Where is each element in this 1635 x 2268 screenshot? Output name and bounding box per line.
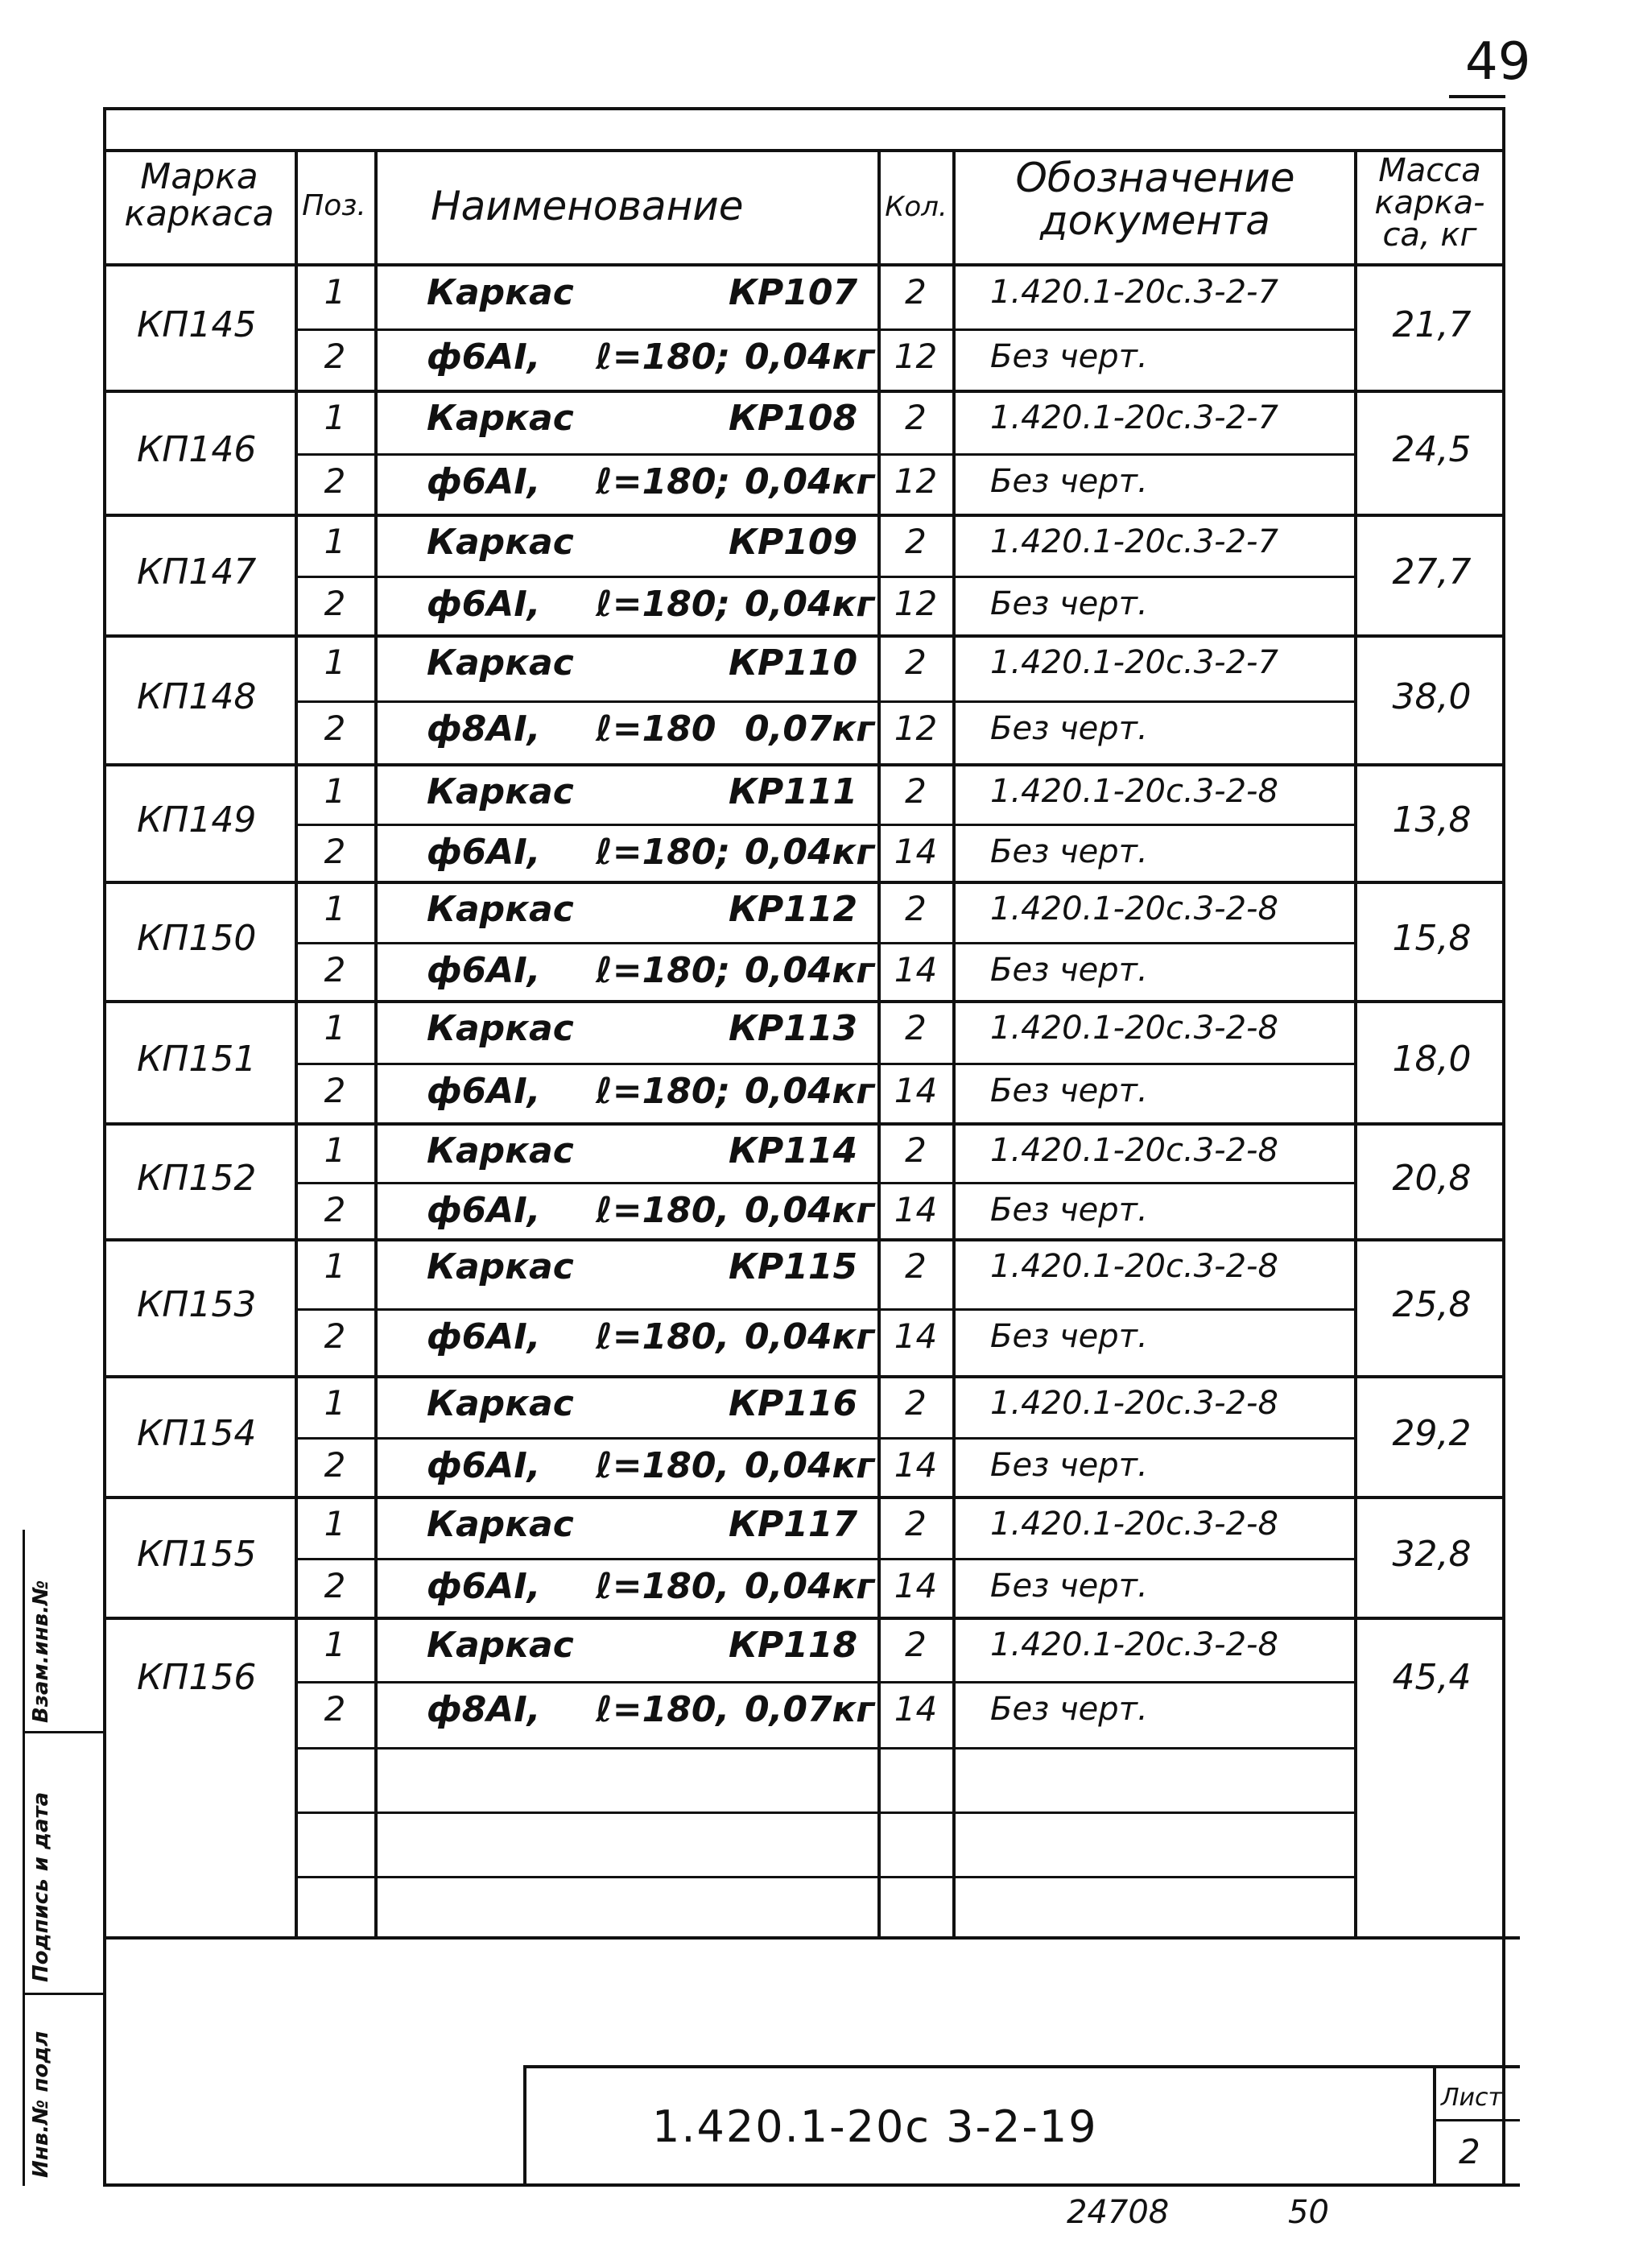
- header-bottom-line: [103, 263, 1504, 266]
- frame-mark: КП147: [137, 552, 257, 593]
- document-designation: Без черт.: [990, 710, 1148, 747]
- item-name: Каркас: [427, 1246, 574, 1287]
- quantity: 2: [905, 1504, 927, 1543]
- item-length: ℓ=180;: [596, 337, 731, 378]
- position-number: 1: [324, 1383, 346, 1423]
- position-number: 2: [324, 708, 346, 748]
- group-separator: [103, 881, 1504, 884]
- item-name: Каркас: [427, 1130, 574, 1171]
- quantity: 2: [905, 771, 927, 811]
- item-name: Каркас: [427, 522, 574, 563]
- item-weight: КР118: [729, 1625, 858, 1666]
- frame-mass: 21,7: [1392, 304, 1472, 345]
- frame-mass: 32,8: [1392, 1534, 1472, 1575]
- quantity: 14: [894, 1445, 938, 1485]
- frame-mass: 13,8: [1392, 799, 1472, 841]
- frame-mass: 18,0: [1392, 1039, 1472, 1080]
- document-designation: Без черт.: [990, 1447, 1148, 1484]
- item-weight: 0,04кг: [745, 1445, 875, 1486]
- item-weight: КР112: [729, 889, 858, 930]
- frame-left: [103, 107, 106, 2186]
- header-top-line: [103, 149, 1504, 152]
- group-separator: [103, 1122, 1504, 1126]
- frame-top: [103, 107, 1504, 110]
- item-length: ℓ=180: [596, 708, 716, 750]
- stamp-sheet-line: [1433, 2119, 1520, 2121]
- item-length: ℓ=180,: [596, 1190, 730, 1231]
- item-weight: КР111: [729, 771, 858, 812]
- item-name: Каркас: [427, 1504, 574, 1545]
- document-designation: 1.420.1-20с.3-2-8: [990, 890, 1278, 927]
- position-number: 2: [324, 1071, 346, 1110]
- item-weight: 0,07кг: [745, 708, 875, 750]
- position-number: 2: [324, 337, 346, 376]
- item-weight: КР114: [729, 1130, 858, 1171]
- item-name: ф6АI,: [427, 950, 541, 991]
- item-name: Каркас: [427, 398, 574, 439]
- position-number: 2: [324, 1566, 346, 1605]
- item-weight: 0,07кг: [745, 1689, 875, 1730]
- item-name: ф6АI,: [427, 1071, 541, 1112]
- document-designation: 1.420.1-20с.3-2-8: [990, 773, 1278, 810]
- page-number: 49: [1465, 32, 1531, 92]
- position-number: 1: [324, 889, 346, 928]
- position-number: 1: [324, 642, 346, 682]
- group-separator: [103, 1238, 1504, 1241]
- position-number: 2: [324, 461, 346, 501]
- item-name: ф6АI,: [427, 1316, 541, 1357]
- group-separator: [103, 514, 1504, 517]
- quantity: 14: [894, 950, 938, 989]
- position-number: 1: [324, 272, 346, 312]
- item-length: ℓ=180,: [596, 1566, 730, 1607]
- frame-mark: КП146: [137, 429, 257, 470]
- group-separator: [103, 763, 1504, 766]
- item-name: ф6АI,: [427, 1445, 541, 1486]
- document-designation: 1.420.1-20с.3-2-8: [990, 1385, 1278, 1422]
- document-designation: Без черт.: [990, 833, 1148, 870]
- frame-mark: КП153: [137, 1284, 257, 1325]
- position-number: 1: [324, 522, 346, 561]
- item-weight: 0,04кг: [745, 950, 875, 991]
- position-number: 1: [324, 771, 346, 811]
- position-number: 1: [324, 1246, 346, 1286]
- document-designation: 1.420.1-20с.3-2-8: [990, 1132, 1278, 1169]
- item-name: ф8АI,: [427, 1689, 541, 1730]
- quantity: 14: [894, 1566, 938, 1605]
- frame-mass: 38,0: [1392, 676, 1472, 717]
- item-weight: КР117: [729, 1504, 858, 1545]
- document-designation: Без черт.: [990, 338, 1148, 375]
- item-length: ℓ=180,: [596, 1316, 730, 1357]
- frame-mark: КП151: [137, 1039, 257, 1080]
- document-designation: Без черт.: [990, 1318, 1148, 1355]
- quantity: 14: [894, 832, 938, 871]
- group-separator: [103, 1496, 1504, 1499]
- quantity: 12: [894, 584, 938, 623]
- item-weight: 0,04кг: [745, 832, 875, 873]
- quantity: 2: [905, 1246, 927, 1286]
- document-designation: Без черт.: [990, 1072, 1148, 1109]
- row-separator: [295, 453, 1356, 456]
- frame-mark: КП145: [137, 304, 257, 345]
- quantity: 14: [894, 1689, 938, 1729]
- stamp-left-line: [523, 2065, 526, 2186]
- sheet-number: 2: [1459, 2132, 1480, 2171]
- item-length: ℓ=180;: [596, 461, 731, 502]
- item-name: Каркас: [427, 272, 574, 313]
- quantity: 12: [894, 337, 938, 376]
- position-number: 1: [324, 1130, 346, 1170]
- document-designation: 1.420.1-20с.3-2-8: [990, 1626, 1278, 1663]
- row-separator: [295, 700, 1356, 703]
- item-weight: КР116: [729, 1383, 858, 1424]
- row-separator: [295, 1681, 1356, 1683]
- quantity: 2: [905, 1625, 927, 1664]
- position-number: 2: [324, 584, 346, 623]
- item-weight: КР108: [729, 398, 858, 439]
- side-strip-line: [23, 1731, 103, 1733]
- quantity: 2: [905, 889, 927, 928]
- frame-mass: 15,8: [1392, 918, 1472, 959]
- item-name: Каркас: [427, 1625, 574, 1666]
- frame-bottom: [103, 2183, 1520, 2187]
- item-weight: КР107: [729, 272, 858, 313]
- position-number: 1: [324, 1504, 346, 1543]
- item-length: ℓ=180,: [596, 1445, 730, 1486]
- item-weight: 0,04кг: [745, 337, 875, 378]
- quantity: 2: [905, 1130, 927, 1170]
- frame-mark: КП148: [137, 676, 257, 717]
- stamp-top-line: [523, 2065, 1520, 2068]
- quantity: 2: [905, 1383, 927, 1423]
- document-designation: Без черт.: [990, 1192, 1148, 1229]
- document-designation: 1.420.1-20с.3-2-7: [990, 274, 1278, 311]
- item-length: ℓ=180;: [596, 584, 731, 625]
- frame-mass: 25,8: [1392, 1284, 1472, 1325]
- page-number-tick: [1449, 95, 1505, 98]
- position-number: 1: [324, 1008, 346, 1047]
- item-length: ℓ=180,: [596, 1689, 730, 1730]
- header-mass: Масса карка- са, кг: [1374, 152, 1485, 254]
- side-strip-left: [23, 1530, 25, 2186]
- row-separator: [295, 1558, 1356, 1560]
- header-doc: Обозначение документа: [1015, 155, 1295, 244]
- item-length: ℓ=180;: [596, 832, 731, 873]
- position-number: 2: [324, 1190, 346, 1229]
- document-designation: Без черт.: [990, 952, 1148, 989]
- quantity: 12: [894, 708, 938, 748]
- frame-mass: 27,7: [1392, 552, 1472, 593]
- item-weight: КР115: [729, 1246, 858, 1287]
- side-inv-podl: Инв.№ подл: [29, 2030, 53, 2178]
- row-separator: [295, 576, 1356, 578]
- item-name: ф6АI,: [427, 832, 541, 873]
- frame-mass: 20,8: [1392, 1158, 1472, 1199]
- item-name: ф6АI,: [427, 461, 541, 502]
- frame-mark: КП155: [137, 1534, 257, 1575]
- empty-row-line: [295, 1747, 1356, 1750]
- row-separator: [295, 1308, 1356, 1311]
- item-weight: КР113: [729, 1008, 858, 1049]
- row-separator: [295, 942, 1356, 944]
- item-name: ф8АI,: [427, 708, 541, 750]
- position-number: 2: [324, 1316, 346, 1356]
- quantity: 2: [905, 642, 927, 682]
- item-name: ф6АI,: [427, 584, 541, 625]
- item-weight: 0,04кг: [745, 584, 875, 625]
- document-designation: Без черт.: [990, 1568, 1148, 1605]
- side-podpis-data: Подпись и дата: [29, 1791, 53, 1982]
- item-name: Каркас: [427, 1383, 574, 1424]
- frame-mark: КП150: [137, 918, 257, 959]
- position-number: 1: [324, 1625, 346, 1664]
- item-weight: 0,04кг: [745, 1566, 875, 1607]
- empty-row-line: [295, 1812, 1356, 1814]
- position-number: 1: [324, 398, 346, 437]
- quantity: 2: [905, 398, 927, 437]
- item-name: Каркас: [427, 1008, 574, 1049]
- group-separator: [103, 1000, 1504, 1003]
- row-separator: [295, 328, 1356, 331]
- quantity: 2: [905, 522, 927, 561]
- item-name: ф6АI,: [427, 337, 541, 378]
- header-pos: Поз.: [302, 189, 366, 222]
- position-number: 2: [324, 1445, 346, 1485]
- item-weight: 0,04кг: [745, 1071, 875, 1112]
- frame-mark: КП149: [137, 799, 257, 841]
- document-designation: Без черт.: [990, 463, 1148, 500]
- position-number: 2: [324, 832, 346, 871]
- header-mark: Марка каркаса: [124, 156, 275, 235]
- row-separator: [295, 1063, 1356, 1065]
- item-name: Каркас: [427, 642, 574, 684]
- stamp-sheet-sep: [1433, 2065, 1436, 2186]
- document-designation: Без черт.: [990, 585, 1148, 622]
- group-separator: [103, 634, 1504, 638]
- quantity: 2: [905, 272, 927, 312]
- item-length: ℓ=180;: [596, 1071, 731, 1112]
- item-name: ф6АI,: [427, 1566, 541, 1607]
- frame-mass: 29,2: [1392, 1413, 1472, 1454]
- side-vzam-inv: Взам.инв.№: [29, 1580, 53, 1723]
- position-number: 2: [324, 1689, 346, 1729]
- archive-extra: 50: [1288, 2194, 1329, 2231]
- quantity: 14: [894, 1316, 938, 1356]
- document-designation: 1.420.1-20с.3-2-8: [990, 1248, 1278, 1285]
- document-designation: Без черт.: [990, 1691, 1148, 1728]
- document-designation: 1.420.1-20с.3-2-8: [990, 1506, 1278, 1543]
- frame-mark: КП152: [137, 1158, 257, 1199]
- document-designation: 1.420.1-20с.3-2-7: [990, 523, 1278, 560]
- group-separator: [103, 390, 1504, 393]
- row-separator: [295, 1182, 1356, 1184]
- stamp-code: 1.420.1-20с 3-2-19: [652, 2101, 1098, 2152]
- document-designation: 1.420.1-20с.3-2-8: [990, 1010, 1278, 1047]
- item-weight: КР110: [729, 642, 858, 684]
- item-name: Каркас: [427, 771, 574, 812]
- frame-mass: 24,5: [1392, 429, 1472, 470]
- group-separator: [103, 1617, 1504, 1620]
- quantity: 2: [905, 1008, 927, 1047]
- item-weight: КР109: [729, 522, 858, 563]
- document-designation: 1.420.1-20с.3-2-7: [990, 644, 1278, 681]
- document-designation: 1.420.1-20с.3-2-7: [990, 399, 1278, 436]
- item-weight: 0,04кг: [745, 1190, 875, 1231]
- header-qty: Кол.: [885, 191, 948, 223]
- archive-number: 24708: [1067, 2194, 1170, 2231]
- frame-right: [1502, 107, 1505, 2186]
- side-strip-line: [23, 1993, 103, 1995]
- position-number: 2: [324, 950, 346, 989]
- item-name: ф6АI,: [427, 1190, 541, 1231]
- quantity: 12: [894, 461, 938, 501]
- quantity: 14: [894, 1071, 938, 1110]
- empty-row-line: [295, 1876, 1356, 1878]
- sheet-label: Лист: [1441, 2084, 1503, 2112]
- item-length: ℓ=180;: [596, 950, 731, 991]
- header-name: Наименование: [431, 183, 744, 229]
- frame-mark: КП156: [137, 1656, 257, 1698]
- row-separator: [295, 1437, 1356, 1440]
- row-separator: [295, 824, 1356, 826]
- item-weight: 0,04кг: [745, 1316, 875, 1357]
- item-name: Каркас: [427, 889, 574, 930]
- frame-mark: КП154: [137, 1413, 257, 1454]
- frame-mass: 45,4: [1392, 1656, 1472, 1698]
- item-weight: 0,04кг: [745, 461, 875, 502]
- table-bottom-line: [103, 1936, 1520, 1940]
- quantity: 14: [894, 1190, 938, 1229]
- group-separator: [103, 1375, 1504, 1378]
